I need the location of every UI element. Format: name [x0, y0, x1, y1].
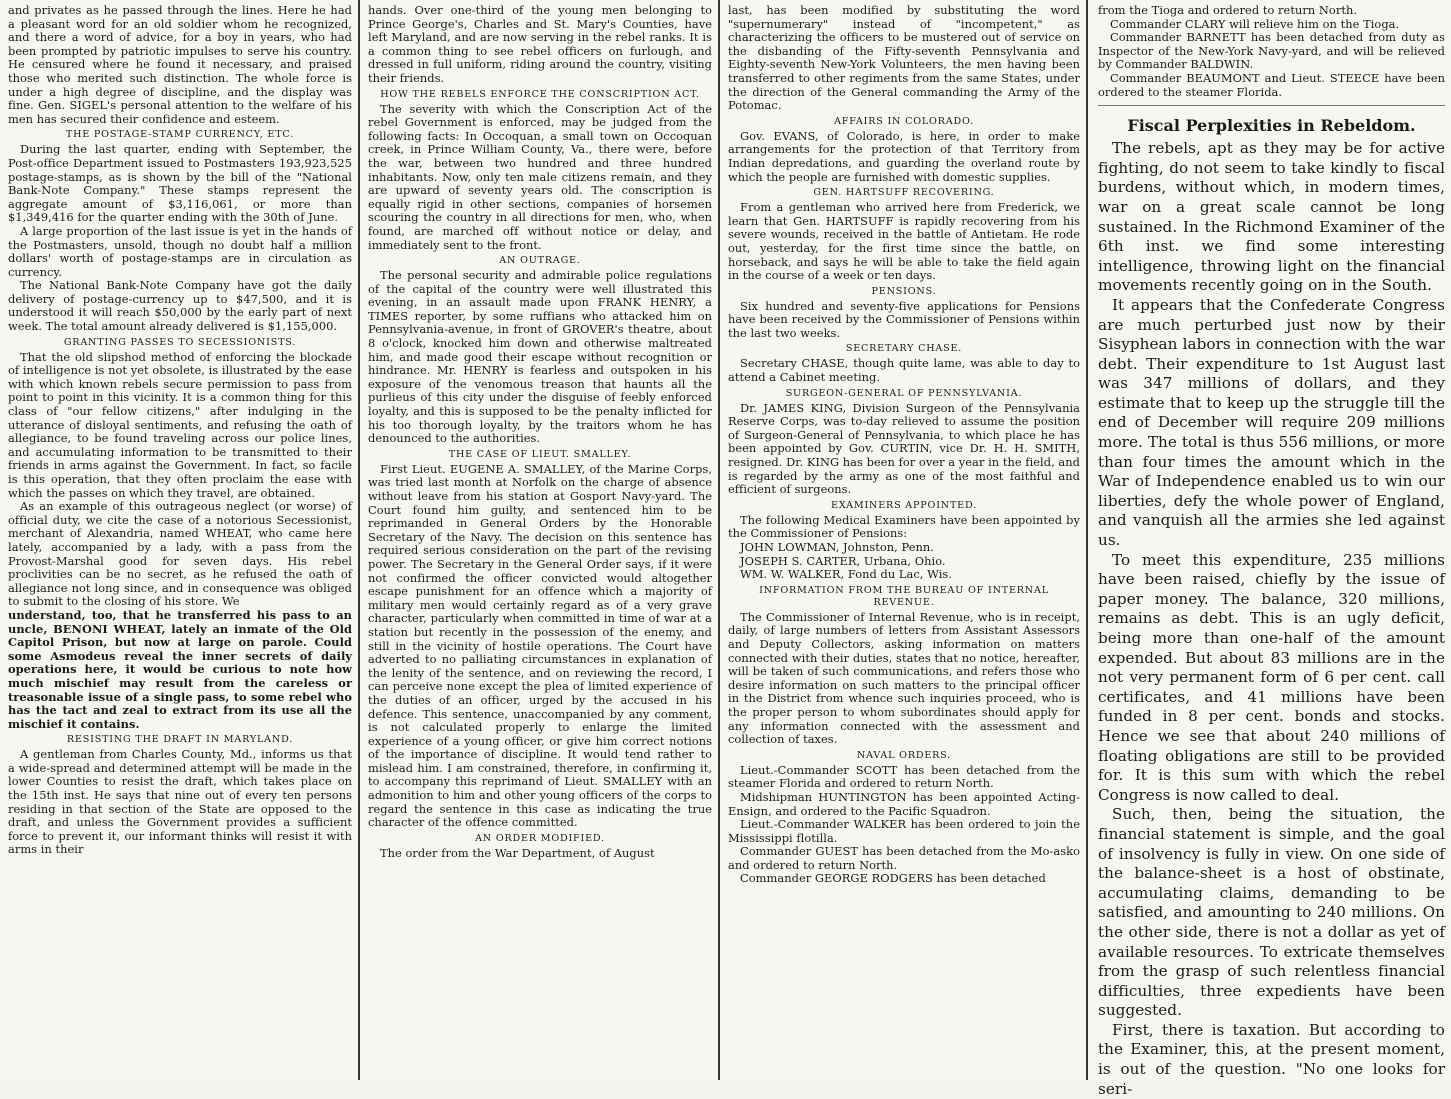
article-paragraph: To meet this expenditure, 235 millions have been raised, chiefly by the issue of paper money. The balance, 320 millions, remains as debt. This is an ugly deficit, being more than one-half of the amount expended. But about 83 millions are in the not very permanent form of 6 per cent. call certificates, and 41 millions have been funded in 8 per cent. bonds and stocks. Hence we see that about 240 millions of floating obligations are still to be provided for. It is this sum with which the rebel Congress is now called to deal.: [1098, 550, 1445, 804]
editorial-title: Fiscal Perplexities in Rebeldom.: [1127, 116, 1416, 136]
article-paragraph: A large proportion of the last issue is yet in the hands of the Postmasters, unsold, though no doubt half a million dollars' worth of postage-stamps are in circulation as currency.: [8, 223, 352, 279]
article-paragraph: The following Medical Examiners have been appointed by the Commissioner of Pensions:: [728, 512, 1080, 541]
article-paragraph: and privates as he passed through the lines. Here he had a pleasant word for an old soldier whom he recognized, and there a word of advice, for a boy in years, who had been prompted by patriotic impulses to serve his country. He censured where he found it necessary, and praised those who merited such distinction. The whole force is under a high degree of discipline, and the display was fine. Gen. SIGEL's personal attention to the welfare of his men has secured their confidence and esteem.: [8, 3, 352, 126]
article-paragraph: Commander GUEST has been detached from the Mo-asko and ordered to return North.: [728, 844, 1080, 872]
section-heading: AFFAIRS IN COLORADO.: [834, 115, 974, 127]
article-paragraph: That the old slipshod method of enforcing the blockade of intelligence is not yet obsolete, is illustrated by the ease with which known rebels secure permission to pass from point to point in this vicinity. It is a common thing for this class of "our fellow citizens," after indulging in the utterance of disloyal sentiments, and refusing the oath of allegiance, to be found traveling across our police lines, and accumulating information to be transmitted to their friends in arms against the Government. In fact, so facile is this operation, that they often proclaim the ease with which the passes on which they travel, are obtained.: [8, 349, 352, 500]
article-paragraph: Such, then, being the situation, the financial statement is simple, and the goal of insolvency is fully in view. On one side of the balance-sheet is a host of obstinate, accumulating claims, demanding to be satisfied, and amounting to 240 millions. On the other side, there is not a dollar as yet of available resources. To extricate themselves from the grasp of such relentless financial difficulties, three expedients have been suggested.: [1098, 805, 1445, 1020]
article-paragraph: last, has been modified by substituting the word "supernumerary" instead of "incompetent," as characterizing the officers to be mustered out of service on the disbanding of the Fifty-seventh Pennsylvania and Eighty-seventh New-York Volunteers, the men having been transferred to other regiments from the same States, under the direction of the General commanding the Army of the Potomac.: [728, 3, 1080, 113]
article-paragraph: The National Bank-Note Company have got the daily delivery of postage-currency up to $47,500, and it is understood it will reach $50,000 by the early part of next week. The total amount already delivered is $1,155,000.: [8, 278, 352, 334]
article-paragraph: First Lieut. EUGENE A. SMALLEY, of the Marine Corps, was tried last month at Norfolk on the charge of absence without leave from his station at Gosport Navy-yard. The Court found him guilty, and sentenced him to be reprimanded in General Orders by the Honorable Secretary of the Navy. The decision on this sentence has required serious consideration on the part of the revising power. The Secretary in the General Order says, if it were not confirmed the officer convicted would altogether escape punishment for an offence which a majority of military men would certainly regard as of a very grave character, particularly when committed in time of war at a station but recently in the possession of the enemy, and still in the vicinity of hostile operations. The Court have adverted to no palliating circumstances in explanation of the lenity of the sentence, and on reviewing the record, I can perceive none except the plea of limited experience of the duties of an officer, urged by the accused in his defence. This sentence, unaccompanied by any comment, is not calculated properly to enlarge the limited experience of a young officer, or give him correct notions of the importance of discipline. It would tend rather to mislead him. I am constrained, therefore, in confirming it, to accompany this reprimand of Lieut. SMALLEY with an admonition to him and other young officers of the corps to regard the sentence in this case as indicating the true character of the offence committed.: [368, 461, 712, 830]
article-paragraph: from the Tioga and ordered to return North.: [1098, 3, 1358, 17]
list-item: JOSEPH S. CARTER, Urbana, Ohio.: [740, 553, 946, 568]
section-heading: THE POSTAGE-STAMP CURRENCY, ETC.: [65, 129, 295, 141]
section-heading: AN ORDER MODIFIED.: [475, 832, 605, 844]
article-paragraph: The rebels, apt as they may be for active fighting, do not seem to take kindly to fiscal burdens, without which, in modern times, war on a great scale cannot be long sustained. In the Richmond Examiner of the 6th inst. we find some interesting intelligence, throwing light on the financial movements recently going on in the South.: [1098, 139, 1445, 295]
section-heading: HOW THE REBELS ENFORCE THE CONSCRIPTION ACT.: [380, 88, 700, 100]
article-paragraph: Commander BEAUMONT and Lieut. STEECE have been ordered to the steamer Florida.: [1098, 70, 1445, 99]
article-paragraph: Gov. EVANS, of Colorado, is here, in order to make arrangements for the protection of that Territory from Indian depredations, and guarding the overland route by which the people are furnished with domestic supplies.: [728, 128, 1080, 184]
section-heading: AN OUTRAGE.: [499, 255, 581, 267]
section-heading: EXAMINERS APPOINTED.: [831, 499, 977, 511]
column-1: [0, 0, 358, 1080]
article-paragraph: The order from the War Department, of August: [380, 845, 655, 860]
editorial-body: [1098, 139, 1445, 1099]
list-item: WM. W. WALKER, Fond du Lac, Wis.: [740, 567, 952, 582]
article-paragraph: During the last quarter, ending with September, the Post-office Department issued to Postmasters 193,923,525 postage-stamps, as is shown by the bill of the "National Bank-Note Company." These stamps represent the aggregate amount of $3,116,061, or more than $1,349,416 for the quarter ending with the 30th of June.: [8, 142, 352, 225]
article-paragraph: understand, too, that he transferred his pass to an uncle, BENONI WHEAT, lately an inmate of the Old Capitol Prison, but now at large on parole. Could some Asmodeus reveal the inner secrets of daily operations here, it would be curious to note how much mischief may result from the careless or treasonable issue of a single pass, to some rebel who has the tact and zeal to extract from its use all the mischief it contains.: [8, 607, 352, 731]
article-paragraph: Lieut.-Commander SCOTT has been detached from the steamer Florida and ordered to return North.: [728, 762, 1080, 791]
article-paragraph: From a gentleman who arrived here from Frederick, we learn that Gen. HARTSUFF is rapidly recovering from his severe wounds, received in the battle of Antietam. He rode out, yesterday, for the first time since the battle, on horseback, and says he will be able to take the field again in the course of a week or ten days.: [728, 200, 1080, 283]
article-paragraph: Dr. JAMES KING, Division Surgeon of the Pennsylvania Reserve Corps, was to-day relieved to assume the position of Surgeon-General of Pennsylvania, to which place he has been appointed by Gov. CURTIN, vice Dr. H. H. SMITH, resigned. Dr. KING has been for over a year in the field, and is regarded by the army as one of the most faithful and efficient of surgeons.: [728, 400, 1080, 497]
list-item: JOHN LOWMAN, Johnston, Penn.: [740, 540, 934, 554]
section-heading: NAVAL ORDERS.: [856, 749, 952, 761]
section-heading: RESISTING THE DRAFT IN MARYLAND.: [66, 734, 294, 746]
article-paragraph: Midshipman HUNTINGTON has been appointed Acting-Ensign, and ordered to the Pacific Squadron.: [728, 789, 1080, 818]
article-paragraph: Secretary CHASE, though quite lame, was able to day to attend a Cabinet meeting.: [728, 356, 1080, 385]
article-paragraph: A gentleman from Charles County, Md., informs us that a wide-spread and determined attempt will be made in the lower Counties to resist the draft, which takes place on the 15th inst. He says that nine out of every ten persons residing in that section of the State are opposed to the draft, and unless the Government provides a sufficient force to prevent it, our informant thinks will resist it with arms in their: [8, 747, 352, 857]
section-heading: SURGEON-GENERAL OF PENNSYLVANIA.: [785, 387, 1023, 399]
section-heading: INFORMATION FROM THE BUREAU OF INTERNAL REVENUE.: [759, 584, 1049, 608]
naval-orders-continued: [1098, 4, 1445, 99]
article-paragraph: Commander BARNETT has been detached from duty as Inspector of the New-York Navy-yard, and will be relieved by Commander BALDWIN.: [1098, 30, 1445, 72]
article-paragraph: Lieut.-Commander WALKER has been ordered to join the Mississippi flotilla.: [728, 817, 1080, 845]
column-3: [720, 0, 1086, 1080]
article-paragraph: The personal security and admirable police regulations of the capital of the country were well illustrated this evening, in an assault made upon FRANK HENRY, a TIMES reporter, by some ruffians who attacked him on Pennsylvania-avenue, in front of GROVER's theatre, about 8 o'clock, knocked him down and otherwise maltreated him, and made good their escape without recognition or hindrance. Mr. HENRY is fearless and outspoken in his exposure of the venomous treason that haunts all the purlieus of this city under the disguise of feebly enforced loyalty, and this is supposed to be the penalty inflicted for his too thorough loyalty, by the traitors whom he has denounced to the authorities.: [368, 268, 712, 446]
section-heading: GEN. HARTSUFF RECOVERING.: [813, 187, 995, 199]
column-2: [360, 0, 718, 1080]
section-heading: SECRETARY CHASE.: [845, 343, 963, 355]
article-paragraph: hands. Over one-third of the young men belonging to Prince George's, Charles and St. Mary's Counties, have left Maryland, and are now serving in the rebel ranks. It is a common thing to see rebel officers on furlough, and dressed in full uniform, riding around the country, visiting their friends.: [368, 3, 712, 85]
article-paragraph: Commander CLARY will relieve him on the Tioga.: [1110, 16, 1400, 31]
section-heading: GRANTING PASSES TO SECESSIONISTS.: [63, 336, 297, 348]
article-paragraph: Commander GEORGE RODGERS has been detached: [740, 871, 1046, 886]
section-heading: PENSIONS.: [871, 285, 937, 297]
article-paragraph: Six hundred and seventy-five applications for Pensions have been received by the Commissioner of Pensions within the last two weeks.: [728, 298, 1080, 340]
article-paragraph: The severity with which the Conscription Act of the rebel Government is enforced, may be judged from the following facts: In Occoquan, a small town on Occoquan creek, in Prince William County, Va., there were, before the war, between two hundred and three hundred inhabitants. Now, only ten male citizens remain, and they are upward of seventy years old. The conscription is equally rigid in other sections, companies of horsemen scouring the country in all directions for men, who, when found, are marched off without notice or delay, and immediately sent to the front.: [368, 101, 712, 252]
article-paragraph: As an example of this outrageous neglect (or worse) of official duty, we cite the case of a notorious Secessionist, merchant of Alexandria, named WHEAT, who came here lately, accompanied by a lady, with a pass from the Provost-Marshal good for seven days. His rebel proclivities can be no secret, as he refused the oath of allegiance not long since, and in consequence was obliged to submit to the closing of his store. We: [8, 499, 352, 609]
article-paragraph: The Commissioner of Internal Revenue, who is in receipt, daily, of large numbers of letters from Assistant Assessors and Deputy Collectors, asking information on matters connected with their duties, states that no notice, hereafter, will be taken of such communications, and refers those who desire information on such matters to the principal officer in the District from whence such inquiries proceed, who is the proper person to whom subordinates should apply for any information connected with the assessment and collection of taxes.: [728, 609, 1080, 747]
article-paragraph: First, there is taxation. But according to the Examiner, this, at the present moment, is out of the question. "No one looks for seri-: [1098, 1020, 1445, 1098]
article-paragraph: It appears that the Confederate Congress are much perturbed just now by their Sisyphean labors in connection with the war debt. Their expenditure to 1st August last was 347 millions of dollars, and they estimate that to keep up the struggle till the end of December will require 209 millions more. The total is thus 556 millions, or more than four times the amount which in the War of Independence enabled us to win our liberties, defy the whole power of England, and vanquish all the armies she led against us.: [1098, 295, 1445, 550]
section-heading: THE CASE OF LIEUT. SMALLEY.: [448, 448, 632, 460]
column-4: [1088, 0, 1451, 1098]
divider: [1098, 105, 1445, 106]
